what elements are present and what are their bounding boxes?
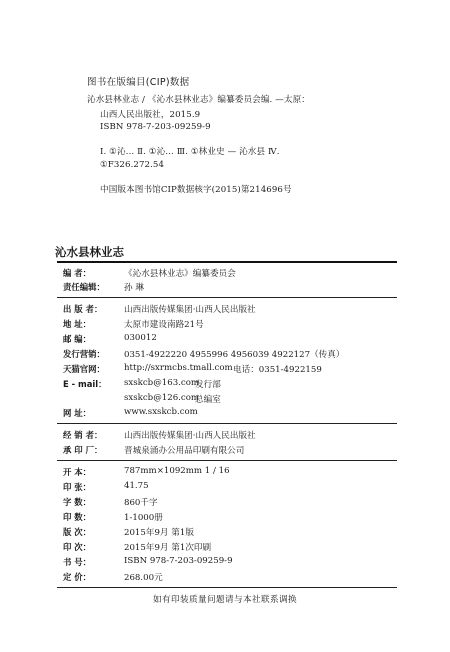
edition-value: 2015年9月 第1版	[124, 528, 194, 538]
email-dept-2: 总编室	[195, 395, 221, 405]
price-label: 定 价：	[63, 572, 92, 582]
email-dept-1: 发行部	[195, 380, 221, 390]
isbn-value: ISBN 978-7-203-09259-9	[124, 556, 233, 566]
impression-label: 印 次：	[63, 542, 92, 552]
cip-line-4: Ⅰ. ①沁… Ⅱ. ①沁… Ⅲ. ①林业史 — 沁水县 Ⅳ.	[100, 147, 280, 157]
quality-notice: 如有印装质量问题请与本社联系调换	[153, 595, 297, 605]
sheets-value: 41.75	[124, 481, 149, 491]
editor-value: 《沁水县林业志》编纂委员会	[124, 269, 236, 279]
divider-2	[57, 423, 397, 424]
address-value: 太原市建设南路21号	[124, 320, 204, 330]
cip-data-number: 中国版本图书馆CIP数据核字(2015)第214696号	[100, 185, 292, 195]
distributor-label: 经 销 者：	[63, 430, 103, 440]
tmall-label: 天猫官网：	[63, 364, 105, 374]
responsible-editor-label: 责任编辑：	[63, 282, 105, 292]
printer-value: 晋城泉涌办公用品印刷有限公司	[124, 446, 245, 456]
postcode-label: 邮 编：	[63, 334, 92, 344]
words-label: 字 数：	[63, 497, 92, 507]
website-label: 网 址：	[63, 408, 92, 418]
cip-line-1: 沁水县林业志 / 《沁水县林业志》编纂委员会编. —太原：	[87, 95, 310, 105]
price-value: 268.00元	[124, 573, 163, 583]
sales-value: 0351-4922220 4955996 4956039 4922127（传真）	[124, 350, 345, 360]
sales-label: 发行营销：	[63, 349, 105, 359]
divider-1	[57, 297, 397, 298]
postcode-value: 030012	[124, 333, 157, 343]
email-value-2: sxskcb@126.com	[124, 393, 200, 403]
editor-label: 编 者：	[63, 268, 92, 278]
address-label: 地 址：	[63, 319, 92, 329]
tmall-value: http://sxrmcbs.tmall.com	[124, 363, 233, 373]
publisher-value: 山西出版传媒集团·山西人民出版社	[124, 305, 256, 315]
cip-line-3: ISBN 978-7-203-09259-9	[100, 122, 211, 132]
print-run-value: 1-1000册	[124, 513, 163, 523]
responsible-editor-value: 孙 琳	[124, 283, 144, 293]
email-label: E - mail：	[63, 379, 107, 389]
website-value: www.sxskcb.com	[124, 407, 198, 417]
cip-line-2: 山西人民出版社，2015.9	[100, 110, 201, 120]
format-value: 787mm×1092mm 1 / 16	[124, 466, 230, 476]
tmall-phone: 电话：0351-4922159	[233, 365, 322, 375]
edition-label: 版 次：	[63, 527, 92, 537]
cip-line-5: ①F326.272.54	[100, 160, 165, 170]
distributor-value: 山西出版传媒集团·山西人民出版社	[124, 431, 256, 441]
cip-heading: 图书在版编目(CIP)数据	[87, 77, 190, 88]
email-value-1: sxskcb@163.com	[124, 378, 200, 388]
impression-value: 2015年9月 第1次印刷	[124, 543, 212, 553]
format-label: 开 本：	[63, 467, 92, 477]
isbn-label: 书 号：	[63, 557, 92, 567]
divider-3	[57, 460, 397, 461]
divider-4	[57, 587, 397, 588]
title-rule	[57, 261, 397, 263]
words-value: 860千字	[124, 498, 158, 508]
print-run-label: 印 数：	[63, 512, 92, 522]
sheets-label: 印 张：	[63, 482, 92, 492]
book-title: 沁水县林业志	[55, 245, 124, 259]
printer-label: 承 印 厂：	[63, 445, 103, 455]
publisher-label: 出 版 者：	[63, 304, 103, 314]
